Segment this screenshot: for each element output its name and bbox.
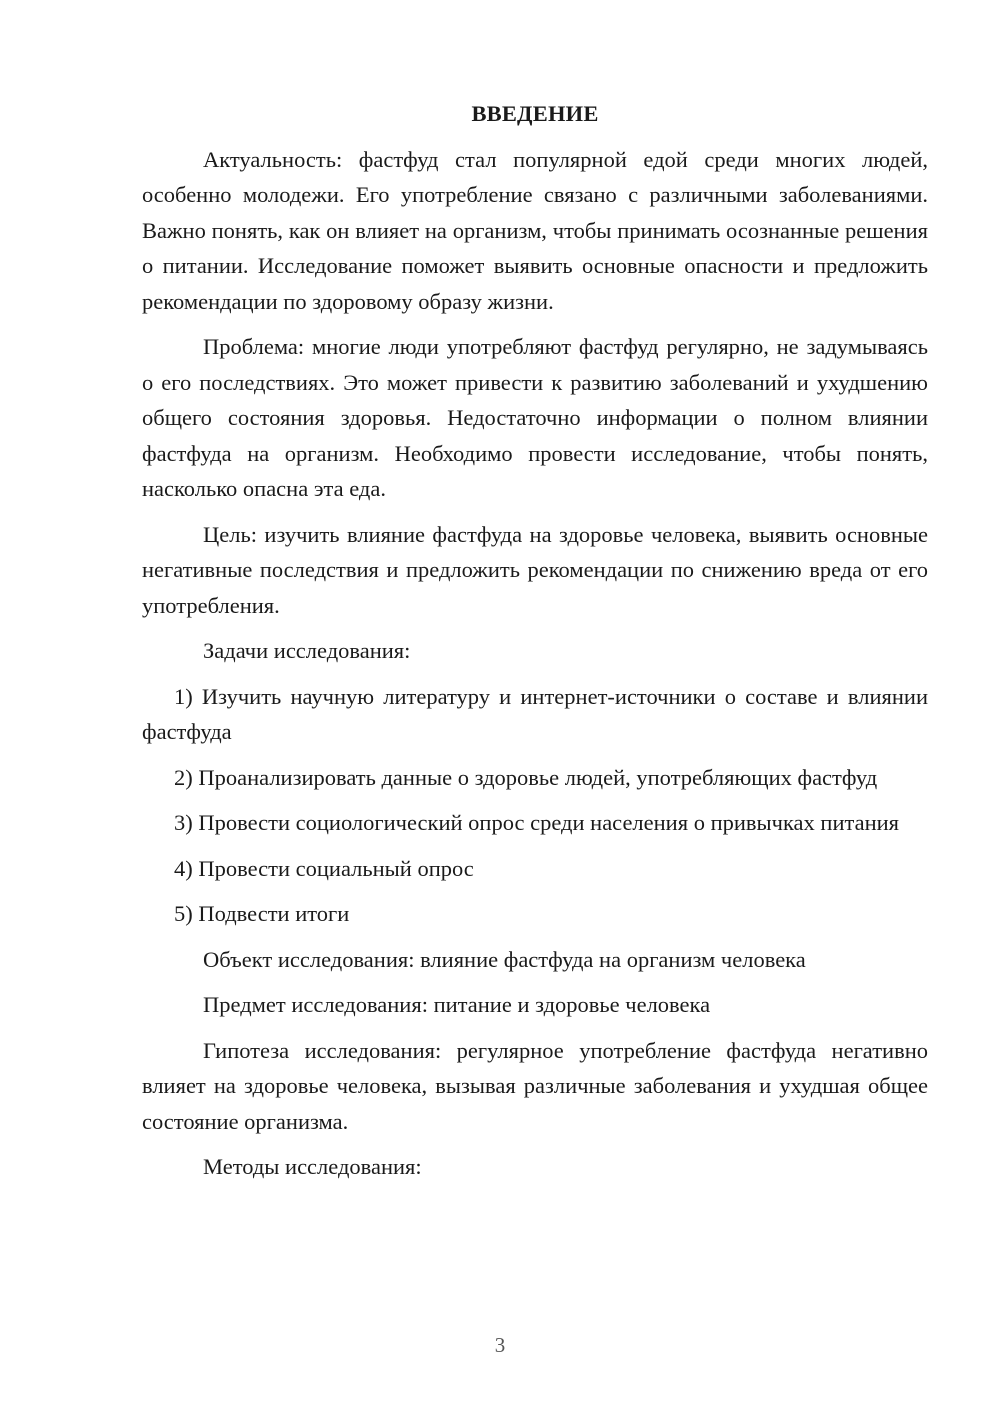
page-heading: ВВЕДЕНИЕ xyxy=(471,101,599,126)
research-hypothesis: Гипотеза исследования: регулярное употребление фастфуда негативно влияет на здоровье человека, вызывая различные заболевания и ухудшая общее состояние организма. xyxy=(142,1037,928,1134)
problem-paragraph: Проблема: многие люди употребляют фастфуд регулярно, не задумываясь о его последствиях. Это может привести к развитию заболеваний и ухудшению общего состояния здоровья. Недостаточно информации о полном влиянии фастфуда на организм. Необходимо провести исследование, чтобы понять, насколько опасна эта еда. xyxy=(142,334,928,501)
relevance-paragraph: Актуальность: фастфуд стал популярной едой среди многих людей, особенно молодежи. Его употребление связано с различными заболеваниями. Важно понять, как он влияет на организм, чтобы принимать осознанные решения о питании. Исследование поможет выявить основные опасности и предложить рекомендации по здоровому образу жизни. xyxy=(142,146,928,314)
list-item: 1) Изучить научную литературу и интернет-источники о составе и влиянии фастфуда xyxy=(142,683,928,744)
list-item: 3) Провести социологический опрос среди населения о привычках питания xyxy=(174,810,900,835)
document-page xyxy=(142,96,928,1195)
tasks-title: Задачи исследования: xyxy=(203,638,411,663)
methods-title: Методы исследования: xyxy=(203,1154,422,1179)
goal-paragraph: Цель: изучить влияние фастфуда на здоровье человека, выявить основные негативные последствия и предложить рекомендации по снижению вреда от его употребления. xyxy=(142,521,928,618)
page-number: 3 xyxy=(494,1333,506,1357)
list-item: 4) Провести социальный опрос xyxy=(174,855,474,881)
list-item: 2) Проанализировать данные о здоровье людей, употребляющих фастфуд xyxy=(174,764,878,790)
research-object: Объект исследования: влияние фастфуда на организм человека xyxy=(203,946,806,972)
list-item: 5) Подвести итоги xyxy=(174,901,350,926)
research-subject: Предмет исследования: питание и здоровье человека xyxy=(203,992,711,1017)
